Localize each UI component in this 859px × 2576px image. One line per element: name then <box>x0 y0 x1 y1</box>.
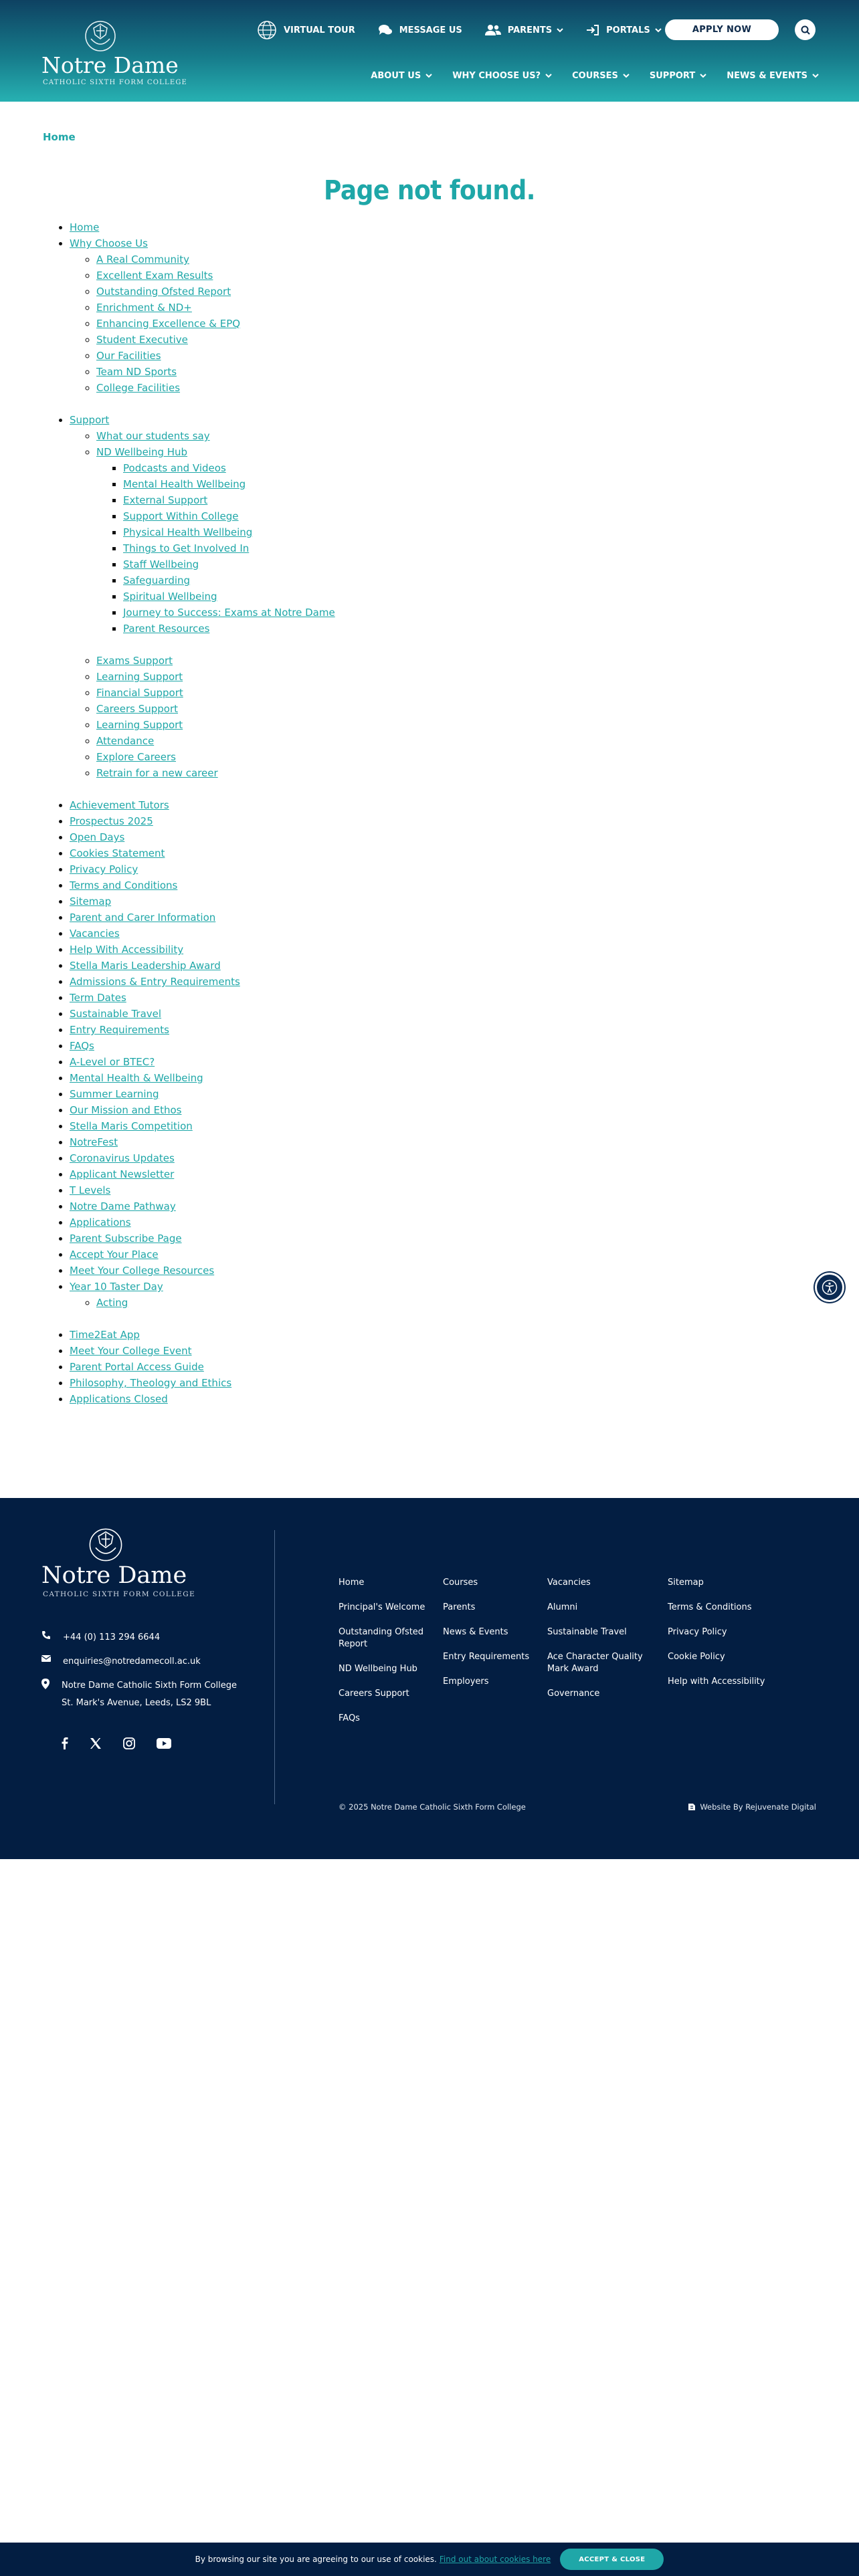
list-item <box>70 219 511 235</box>
credit-text: Website By Rejuvenate Digital <box>700 1802 816 1812</box>
list-item <box>70 1182 511 1198</box>
sitemap-link[interactable]: Applicant Newsletter <box>70 1168 175 1180</box>
list-item <box>123 460 511 476</box>
sitemap-link[interactable]: Vacancies <box>70 928 120 940</box>
list-item <box>70 1166 511 1182</box>
list-item <box>70 1391 511 1407</box>
list-item <box>70 1375 511 1391</box>
sitemap-link[interactable]: Meet Your College Event <box>70 1345 192 1357</box>
parents-label: PARENTS <box>507 25 553 35</box>
sitemap-link[interactable]: Podcasts and Videos <box>123 462 226 474</box>
sitemap-link[interactable]: Notre Dame Pathway <box>70 1200 176 1212</box>
x-twitter-link[interactable] <box>90 1737 102 1749</box>
college-crest-icon <box>82 19 119 53</box>
email-text: enquiries@notredamecoll.ac.uk <box>63 1656 201 1667</box>
list-item <box>96 428 511 444</box>
list-item <box>70 235 511 396</box>
spacer <box>70 1311 511 1327</box>
list-item <box>123 492 511 508</box>
list-item <box>70 1247 511 1263</box>
footer-link[interactable]: Governance <box>547 1689 600 1699</box>
cookie-bar <box>0 2543 859 2576</box>
footer-column-4 <box>668 1577 768 1701</box>
list-item <box>96 669 511 685</box>
sitemap-link[interactable]: Home <box>70 221 100 233</box>
page-title: Page not found. <box>324 175 535 206</box>
pages-list <box>43 797 511 1311</box>
list-item <box>123 621 511 637</box>
site-footer <box>0 1498 859 1859</box>
facebook-link[interactable] <box>62 1737 68 1749</box>
nav-label: ABOUT US <box>371 71 421 81</box>
list-item <box>70 1359 511 1375</box>
sitemap-link[interactable]: Retrain for a new career <box>96 767 218 779</box>
youtube-icon <box>157 1738 171 1749</box>
sitemap-link[interactable]: Summer Learning <box>70 1088 159 1100</box>
footer-logo-name: Notre Dame <box>41 1562 187 1589</box>
list-item <box>70 1102 511 1118</box>
logo-subtitle: CATHOLIC SIXTH FORM COLLEGE <box>43 79 188 86</box>
list-item <box>96 348 511 364</box>
footer-link[interactable]: ND Wellbeing Hub <box>339 1664 417 1674</box>
list-item <box>96 765 511 781</box>
support-sublist <box>70 428 511 653</box>
list-item <box>96 251 511 267</box>
footer-link[interactable]: Sustainable Travel <box>547 1627 627 1637</box>
youtube-link[interactable] <box>157 1737 171 1749</box>
sitemap-link[interactable]: A-Level or BTEC? <box>70 1056 155 1068</box>
sitemap-link[interactable]: Excellent Exam Results <box>96 270 213 282</box>
list-item <box>70 1263 511 1279</box>
phone-icon <box>41 1630 51 1640</box>
sitemap-link[interactable]: Why Choose Us <box>70 237 148 249</box>
sitemap-link[interactable]: Entry Requirements <box>70 1024 169 1036</box>
sitemap-link[interactable]: What our students say <box>96 430 210 442</box>
list-item <box>96 749 511 765</box>
sitemap-link[interactable]: Help With Accessibility <box>70 944 184 956</box>
footer-link[interactable]: Help with Accessibility <box>668 1677 765 1687</box>
chevron-down-icon <box>623 74 630 78</box>
chat-bubbles-icon <box>378 24 393 36</box>
apply-now-button[interactable]: APPLY NOW <box>665 19 779 40</box>
list-item <box>70 1118 511 1134</box>
sitemap-link[interactable]: Sitemap <box>70 895 112 907</box>
sitemap-link[interactable]: Spiritual Wellbeing <box>123 591 217 603</box>
list-item <box>70 974 511 990</box>
facebook-icon <box>62 1737 68 1749</box>
sitemap-link[interactable]: Our Mission and Ethos <box>70 1104 182 1116</box>
final-list <box>43 1327 511 1407</box>
sitemap-link[interactable]: Term Dates <box>70 992 126 1004</box>
list-item <box>70 1054 511 1070</box>
list-item <box>70 1343 511 1359</box>
sitemap-link[interactable]: Learning Support <box>96 671 183 683</box>
sitemap-link[interactable]: Enhancing Excellence & EPQ <box>96 318 241 330</box>
sitemap-link[interactable]: Enrichment & ND+ <box>96 302 192 314</box>
nav-courses[interactable] <box>572 71 630 81</box>
sitemap-link[interactable]: Journey to Success: Exams at Notre Dame <box>123 607 335 619</box>
list-item <box>70 1230 511 1247</box>
footer-link[interactable]: Privacy Policy <box>668 1627 727 1637</box>
search-icon <box>801 25 810 35</box>
nav-label: NEWS & EVENTS <box>727 71 807 81</box>
sitemap-link[interactable]: Physical Health Wellbeing <box>123 526 253 538</box>
list-item <box>70 877 511 893</box>
sitemap-link[interactable]: Our Facilities <box>96 350 161 362</box>
sitemap-link[interactable]: NotreFest <box>70 1136 118 1148</box>
sitemap-link[interactable]: Learning Support <box>96 719 183 731</box>
virtual-tour-label: VIRTUAL TOUR <box>284 25 355 35</box>
sitemap-link[interactable]: Staff Wellbeing <box>123 558 199 570</box>
footer-link[interactable]: Vacancies <box>547 1578 591 1588</box>
list-item <box>70 909 511 926</box>
nav-label: COURSES <box>572 71 618 81</box>
final-list-wrapper <box>43 1311 511 1327</box>
sitemap-link[interactable]: Applications <box>70 1216 131 1228</box>
footer-link[interactable]: FAQs <box>339 1713 360 1723</box>
footer-column-2 <box>443 1577 543 1701</box>
list-item <box>123 524 511 540</box>
instagram-icon <box>123 1737 135 1749</box>
list-item <box>96 332 511 348</box>
sitemap-list <box>43 219 511 1407</box>
list-item <box>70 1038 511 1054</box>
cookie-text: By browsing our site you are agreeing to our use of cookies. <box>195 2555 437 2564</box>
list-item <box>70 1150 511 1166</box>
list-item <box>96 380 511 396</box>
virtual-tour-link[interactable] <box>257 20 355 40</box>
list-item <box>70 1327 511 1343</box>
footer-column-3 <box>547 1577 648 1713</box>
sitemap-link[interactable]: Financial Support <box>96 687 183 699</box>
sitemap-link[interactable]: FAQs <box>70 1040 94 1052</box>
accessibility-button[interactable] <box>815 1273 844 1302</box>
list-item <box>96 284 511 300</box>
search-button[interactable] <box>795 19 816 40</box>
wellbeing-hub-sublist <box>96 460 511 637</box>
list-item <box>96 364 511 380</box>
sitemap-link[interactable]: Time2Eat App <box>70 1329 140 1341</box>
sitemap-link[interactable]: T Levels <box>70 1184 111 1196</box>
sitemap-link[interactable]: Attendance <box>96 735 155 747</box>
list-item <box>96 316 511 332</box>
users-icon <box>485 24 501 36</box>
nav-support[interactable] <box>650 71 706 81</box>
footer-link[interactable]: Principal's Welcome <box>339 1602 425 1612</box>
sitemap-link[interactable]: Careers Support <box>96 703 179 715</box>
footer-email[interactable] <box>41 1653 201 1671</box>
nav-label: WHY CHOOSE US? <box>452 71 541 81</box>
chevron-down-icon <box>812 74 819 78</box>
sitemap-link[interactable]: Meet Your College Resources <box>70 1265 215 1277</box>
sign-in-icon <box>586 24 599 36</box>
sitemap-link[interactable]: Exams Support <box>96 655 173 667</box>
footer-divider <box>274 1530 275 1804</box>
list-item <box>70 942 511 958</box>
sitemap-link[interactable]: Acting <box>96 1297 128 1309</box>
list-item <box>70 829 511 845</box>
footer-column-1 <box>339 1577 439 1737</box>
sitemap-link[interactable]: Outstanding Ofsted Report <box>96 286 231 298</box>
taster-day-sublist <box>70 1295 511 1311</box>
list-item <box>123 605 511 621</box>
list-item <box>96 717 511 733</box>
sitemap-link[interactable]: Cookies Statement <box>70 847 165 859</box>
list-item <box>96 300 511 316</box>
list-item <box>123 508 511 524</box>
sitemap-link[interactable]: Safeguarding <box>123 574 191 586</box>
sitemap-link[interactable]: Parent Subscribe Page <box>70 1232 182 1245</box>
nav-label: SUPPORT <box>649 71 696 81</box>
list-item <box>70 990 511 1006</box>
sitemap-link[interactable]: Parent and Carer Information <box>70 911 216 924</box>
chevron-down-icon <box>557 28 563 33</box>
list-item <box>70 797 511 813</box>
footer-link[interactable]: Courses <box>443 1578 478 1588</box>
list-item <box>70 926 511 942</box>
phone-text: +44 (0) 113 294 6644 <box>63 1632 161 1642</box>
sitemap-link[interactable]: Privacy Policy <box>70 863 138 875</box>
list-item <box>70 1070 511 1086</box>
list-item <box>70 1198 511 1214</box>
message-us-link[interactable] <box>378 24 462 36</box>
footer-link[interactable]: Parents <box>443 1602 476 1612</box>
sitemap-link[interactable]: Terms and Conditions <box>70 879 178 891</box>
college-crest-icon <box>86 1526 126 1564</box>
footer-address <box>41 1677 237 1712</box>
sitemap-link[interactable]: Open Days <box>70 831 125 843</box>
list-item <box>70 1134 511 1150</box>
chevron-down-icon <box>700 74 706 78</box>
breadcrumb-home[interactable]: Home <box>43 131 76 143</box>
spacer <box>70 781 511 797</box>
nav-news-events[interactable] <box>727 71 819 81</box>
list-item <box>70 861 511 877</box>
x-logo-icon <box>90 1737 102 1749</box>
main-nav <box>351 71 819 81</box>
list-item <box>123 556 511 572</box>
nav-about-us[interactable] <box>371 71 432 81</box>
list-item <box>70 893 511 909</box>
list-item <box>70 1086 511 1102</box>
footer-link[interactable]: Entry Requirements <box>443 1652 530 1662</box>
list-item <box>70 813 511 829</box>
sitemap-link[interactable]: Student Executive <box>96 334 188 346</box>
list-item <box>96 701 511 717</box>
list-item <box>96 685 511 701</box>
list-item <box>70 845 511 861</box>
chevron-down-icon <box>545 74 552 78</box>
sitemap-link[interactable]: Prospectus 2025 <box>70 815 153 827</box>
list-item <box>123 540 511 556</box>
spacer <box>70 396 511 412</box>
list-item <box>96 444 511 637</box>
sitemap-link[interactable]: Stella Maris Competition <box>70 1120 193 1132</box>
accessibility-icon <box>822 1279 838 1295</box>
message-us-label: MESSAGE US <box>399 25 462 35</box>
footer-phone[interactable] <box>41 1629 160 1646</box>
sitemap-link[interactable]: A Real Community <box>96 253 189 265</box>
list-item <box>70 1279 511 1311</box>
instagram-link[interactable] <box>123 1737 135 1749</box>
footer-link[interactable]: Cookie Policy <box>668 1652 725 1662</box>
sitemap-link[interactable]: External Support <box>123 494 208 506</box>
list-item <box>70 1006 511 1022</box>
map-pin-icon <box>41 1679 50 1689</box>
address-line-2: St. Mark's Avenue, Leeds, LS2 9BL <box>62 1698 211 1708</box>
why-choose-us-sublist <box>70 251 511 396</box>
accept-cookies-button[interactable]: ACCEPT & CLOSE <box>560 2549 664 2570</box>
sitemap-link[interactable]: Achievement Tutors <box>70 799 169 811</box>
sitemap-link[interactable]: ND Wellbeing Hub <box>96 446 188 458</box>
list-item <box>70 1022 511 1038</box>
sitemap-link[interactable]: Accept Your Place <box>70 1249 159 1261</box>
rejuvenate-logo-icon <box>688 1803 696 1811</box>
list-item <box>96 267 511 284</box>
agency-credit[interactable] <box>688 1802 816 1812</box>
footer-link[interactable]: Outstanding Ofsted Report <box>339 1627 424 1649</box>
sitemap-link[interactable]: Philosophy, Theology and Ethics <box>70 1377 232 1389</box>
address-line-1: Notre Dame Catholic Sixth Form College <box>62 1681 237 1691</box>
sitemap-link[interactable]: Explore Careers <box>96 751 176 763</box>
list-item <box>123 476 511 492</box>
chevron-down-icon <box>425 74 432 78</box>
list-item <box>96 1295 511 1311</box>
portals-label: PORTALS <box>606 25 650 35</box>
footer-link[interactable]: Ace Character Quality Mark Award <box>547 1652 643 1674</box>
globe-icon <box>257 20 277 40</box>
list-item <box>96 733 511 749</box>
footer-link[interactable]: Terms & Conditions <box>668 1602 752 1612</box>
nav-why-choose-us[interactable] <box>452 71 552 81</box>
parents-menu[interactable] <box>485 24 563 36</box>
sitemap-link[interactable]: Support Within College <box>123 510 239 522</box>
sitemap-link[interactable]: Sustainable Travel <box>70 1008 162 1020</box>
sitemap-link[interactable]: Parent Portal Access Guide <box>70 1361 204 1373</box>
sitemap-link[interactable]: Mental Health & Wellbeing <box>70 1072 203 1084</box>
list-item <box>70 958 511 974</box>
sitemap-link[interactable]: College Facilities <box>96 382 181 394</box>
footer-link[interactable]: News & Events <box>443 1627 508 1637</box>
envelope-icon <box>41 1654 51 1662</box>
chevron-down-icon <box>655 28 662 33</box>
sitemap-link[interactable]: Parent Resources <box>123 623 210 635</box>
list-item <box>96 653 511 669</box>
footer-link[interactable]: Home <box>339 1578 365 1588</box>
list-item <box>70 412 511 781</box>
sitemap-link[interactable]: Applications Closed <box>70 1393 168 1405</box>
footer-logo-subtitle: CATHOLIC SIXTH FORM COLLEGE <box>43 1590 195 1598</box>
site-header <box>0 0 859 102</box>
sitemap-link[interactable]: Support <box>70 414 110 426</box>
footer-link[interactable]: Alumni <box>547 1602 578 1612</box>
footer-link[interactable]: Employers <box>443 1677 489 1687</box>
sitemap-link[interactable]: Admissions & Entry Requirements <box>70 976 240 988</box>
sitemap-link[interactable]: Stella Maris Leadership Award <box>70 960 221 972</box>
list-item <box>70 1214 511 1230</box>
footer-link[interactable]: Careers Support <box>339 1689 409 1699</box>
support-more-sublist <box>70 653 511 781</box>
list-item <box>123 572 511 588</box>
cookie-info-link[interactable]: Find out about cookies here <box>439 2555 551 2564</box>
list-item <box>123 588 511 605</box>
sitemap-link[interactable]: Mental Health Wellbeing <box>123 478 246 490</box>
portals-menu[interactable] <box>586 24 662 36</box>
top-nav <box>257 19 684 41</box>
copyright: © 2025 Notre Dame Catholic Sixth Form College <box>339 1802 526 1812</box>
footer-link[interactable]: Sitemap <box>668 1578 704 1588</box>
sitemap-link[interactable]: Things to Get Involved In <box>123 542 250 554</box>
logo-name: Notre Dame <box>41 52 179 78</box>
sitemap-link[interactable]: Team ND Sports <box>96 366 177 378</box>
spacer <box>96 637 511 653</box>
sitemap-link[interactable]: Year 10 Taster Day <box>70 1281 163 1293</box>
sitemap-link[interactable]: Coronavirus Updates <box>70 1152 175 1164</box>
social-links <box>62 1737 193 1749</box>
